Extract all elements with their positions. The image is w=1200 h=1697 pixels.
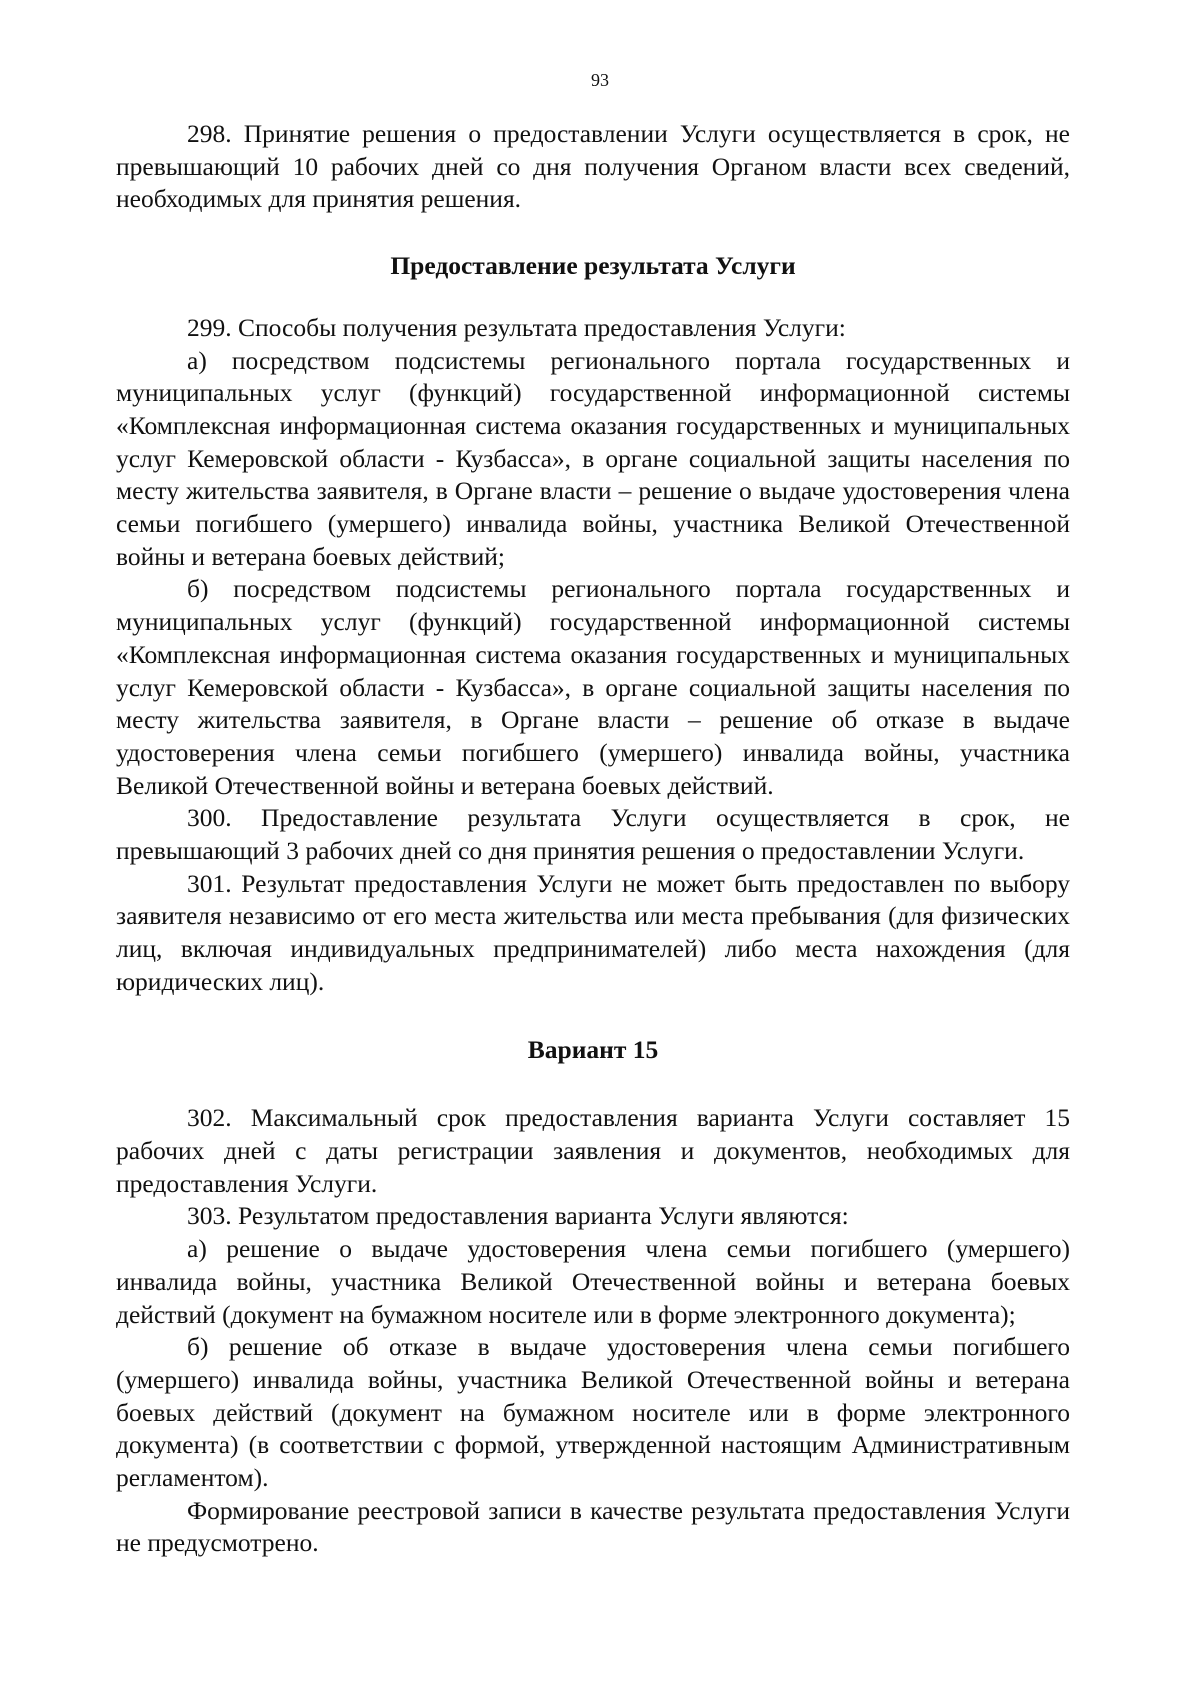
paragraph-registry-note: Формирование реестровой записи в качестве результата предоставления Услуги не предусмотрено. <box>116 1495 1070 1558</box>
paragraph-302: 302. Максимальный срок предоставления варианта Услуги составляет 15 рабочих дней с даты регистрации заявления и документов, необходимых для предоставления Услуги. <box>116 1103 1070 1198</box>
section-heading-variant-15: Вариант 15 <box>527 1034 659 1064</box>
paragraph-299-a: а) посредством подсистемы регионального портала государственных и муниципальных услуг (функций) государственной информационной системы «Комплексная информационная система оказания государственных и муниципальных услуг Кемеровской области - Кузбасса», в органе социальной защиты населения по месту жительства заявителя, в Органе власти – решение о выдаче удостоверения члена семьи погибшего (умершего) инвалида войны, участника Великой Отечественной войны и ветерана боевых действий; <box>116 345 1070 571</box>
page-number: 93 <box>591 70 609 90</box>
document-body <box>116 118 1070 1560</box>
paragraph-303-b: б) решение об отказе в выдаче удостоверения члена семьи погибшего (умершего) инвалида войны, участника Великой Отечественной войны и ветерана боевых действий (документ на бумажном носителе или в форме электронного документа) (в соответствии с формой, утвержденной настоящим Административным регламентом). <box>116 1332 1070 1493</box>
paragraph-301: 301. Результат предоставления Услуги не может быть предоставлен по выбору заявителя независимо от его места жительства или места пребывания (для физических лиц, включая индивидуальных предпринимателей) либо места нахождения (для юридических лиц). <box>116 868 1070 996</box>
paragraph-298: 298. Принятие решения о предоставлении Услуги осуществляется в срок, не превышающий 10 рабочих дней со дня получения Органом власти всех сведений, необходимых для принятия решения. <box>116 119 1070 214</box>
paragraph-299-b: б) посредством подсистемы регионального портала государственных и муниципальных услуг (функций) государственной информационной системы «Комплексная информационная система оказания государственных и муниципальных услуг Кемеровской области - Кузбасса», в органе социальной защиты населения по месту жительства заявителя, в Органе власти – решение об отказе в выдаче удостоверения члена семьи погибшего (умершего) инвалида войны, участника Великой Отечественной войны и ветерана боевых действий. <box>116 574 1070 800</box>
paragraph-299: 299. Способы получения результата предоставления Услуги: <box>187 312 846 342</box>
paragraph-303: 303. Результатом предоставления варианта Услуги являются: <box>187 1201 849 1231</box>
paragraph-300: 300. Предоставление результата Услуги осуществляется в срок, не превышающий 3 рабочих дней со дня принятия решения о предоставлении Услуги. <box>116 803 1070 866</box>
section-heading-result: Предоставление результата Услуги <box>390 251 796 281</box>
paragraph-303-a: а) решение о выдаче удостоверения члена семьи погибшего (умершего) инвалида войны, участника Великой Отечественной войны и ветерана боевых действий (документ на бумажном носителе или в форме электронного документа); <box>116 1234 1070 1329</box>
